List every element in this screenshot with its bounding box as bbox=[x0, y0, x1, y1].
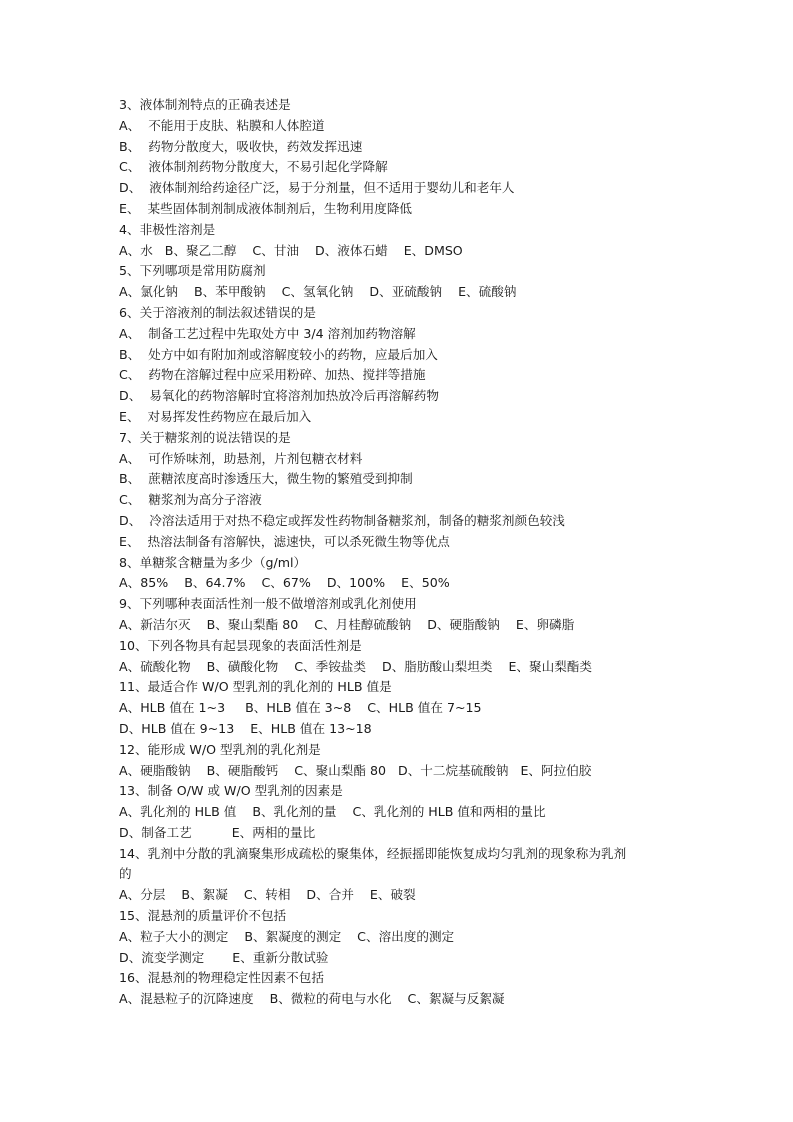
text-line: 6、关于溶液剂的制法叙述错误的是 bbox=[119, 304, 316, 320]
text-line: A、分层 B、絮凝 C、转相 D、合并 E、破裂 bbox=[119, 887, 416, 903]
text-line: B、 药物分散度大，吸收快，药效发挥迅速 bbox=[119, 138, 363, 154]
text-line: D、 液体制剂给药途径广泛，易于分剂量，但不适用于婴幼儿和老年人 bbox=[119, 180, 515, 196]
text-line: A、 不能用于皮肤、粘膜和人体腔道 bbox=[119, 117, 325, 133]
text-line: A、新洁尔灭 B、聚山梨酯 80 C、月桂醇硫酸钠 D、硬脂酸钠 E、卵磷脂 bbox=[119, 616, 575, 632]
text-line: 4、非极性溶剂是 bbox=[119, 221, 216, 237]
text-line: 11、最适合作 W/O 型乳剂的乳化剂的 HLB 值是 bbox=[119, 679, 392, 695]
text-line: 8、单糖浆含糖量为多少（g/ml） bbox=[119, 554, 307, 570]
text-line: 16、混悬剂的物理稳定性因素不包括 bbox=[119, 970, 324, 986]
text-line: 15、混悬剂的质量评价不包括 bbox=[119, 908, 287, 924]
text-line: B、 蔗糖浓度高时渗透压大，微生物的繁殖受到抑制 bbox=[119, 471, 413, 487]
text-line: A、氯化钠 B、苯甲酸钠 C、氢氧化钠 D、亚硫酸钠 E、硫酸钠 bbox=[119, 284, 517, 300]
text-line: 9、下列哪种表面活性剂一般不做增溶剂或乳化剂使用 bbox=[119, 596, 417, 612]
text-line: 3、液体制剂特点的正确表述是 bbox=[119, 97, 291, 112]
text-line: 5、下列哪项是常用防腐剂 bbox=[119, 263, 266, 279]
text-line: C、 药物在溶解过程中应采用粉碎、加热、搅拌等措施 bbox=[119, 367, 426, 383]
text-line: D、 冷溶法适用于对热不稳定或挥发性药物制备糖浆剂，制备的糖浆剂颜色较浅 bbox=[119, 512, 565, 528]
text-line: 的 bbox=[119, 866, 132, 882]
text-line: E、 某些固体制剂制成液体制剂后，生物利用度降低 bbox=[119, 200, 413, 216]
text-line: A、硫酸化物 B、磺酸化物 C、季铵盐类 D、脂肪酸山梨坦类 E、聚山梨酯类 bbox=[119, 658, 592, 674]
text-line: E、 热溶法制备有溶解快，滤速快，可以杀死微生物等优点 bbox=[119, 533, 450, 549]
text-line: A、85% B、64.7% C、67% D、100% E、50% bbox=[119, 575, 450, 591]
text-line: D、 易氧化的药物溶解时宜将溶剂加热放冷后再溶解药物 bbox=[119, 388, 439, 404]
text-line: D、制备工艺 E、两相的量比 bbox=[119, 824, 316, 840]
text-line: A、乳化剂的 HLB 值 B、乳化剂的量 C、乳化剂的 HLB 值和两相的量比 bbox=[119, 804, 546, 820]
text-line: 7、关于糖浆剂的说法错误的是 bbox=[119, 429, 291, 445]
text-line: B、 处方中如有附加剂或溶解度较小的药物，应最后加入 bbox=[119, 346, 438, 362]
text-line: A、混悬粒子的沉降速度 B、微粒的荷电与水化 C、絮凝与反絮凝 bbox=[119, 991, 505, 1007]
text-line: D、HLB 值在 9~13 E、HLB 值在 13~18 bbox=[119, 720, 372, 736]
document-body bbox=[119, 95, 679, 1010]
text-line: D、流变学测定 E、重新分散试验 bbox=[119, 949, 329, 965]
text-line: A、水 B、聚乙二醇 C、甘油 D、液体石蜡 E、DMSO bbox=[119, 242, 463, 258]
text-line: E、 对易挥发性药物应在最后加入 bbox=[119, 408, 312, 424]
text-line: 13、制备 O/W 或 W/O 型乳剂的因素是 bbox=[119, 783, 343, 799]
text-line: A、 制备工艺过程中先取处方中 3/4 溶剂加药物溶解 bbox=[119, 325, 416, 341]
text-line: 12、能形成 W/O 型乳剂的乳化剂是 bbox=[119, 741, 321, 757]
text-line: A、 可作矫味剂，助悬剂，片剂包糖衣材料 bbox=[119, 450, 363, 466]
text-line: C、 液体制剂药物分散度大，不易引起化学降解 bbox=[119, 159, 388, 175]
text-line: 10、下列各物具有起昙现象的表面活性剂是 bbox=[119, 637, 362, 653]
text-line: A、硬脂酸钠 B、硬脂酸钙 C、聚山梨酯 80 D、十二烷基硫酸钠 E、阿拉伯胶 bbox=[119, 762, 592, 778]
text-line: A、粒子大小的测定 B、絮凝度的测定 C、溶出度的测定 bbox=[119, 928, 455, 944]
text-line: 14、乳剂中分散的乳滴聚集形成疏松的聚集体，经振摇即能恢复成均匀乳剂的现象称为乳剂 bbox=[119, 845, 627, 861]
text-line: C、 糖浆剂为高分子溶液 bbox=[119, 492, 262, 508]
text-line: A、HLB 值在 1~3 B、HLB 值在 3~8 C、HLB 值在 7~15 bbox=[119, 700, 482, 716]
